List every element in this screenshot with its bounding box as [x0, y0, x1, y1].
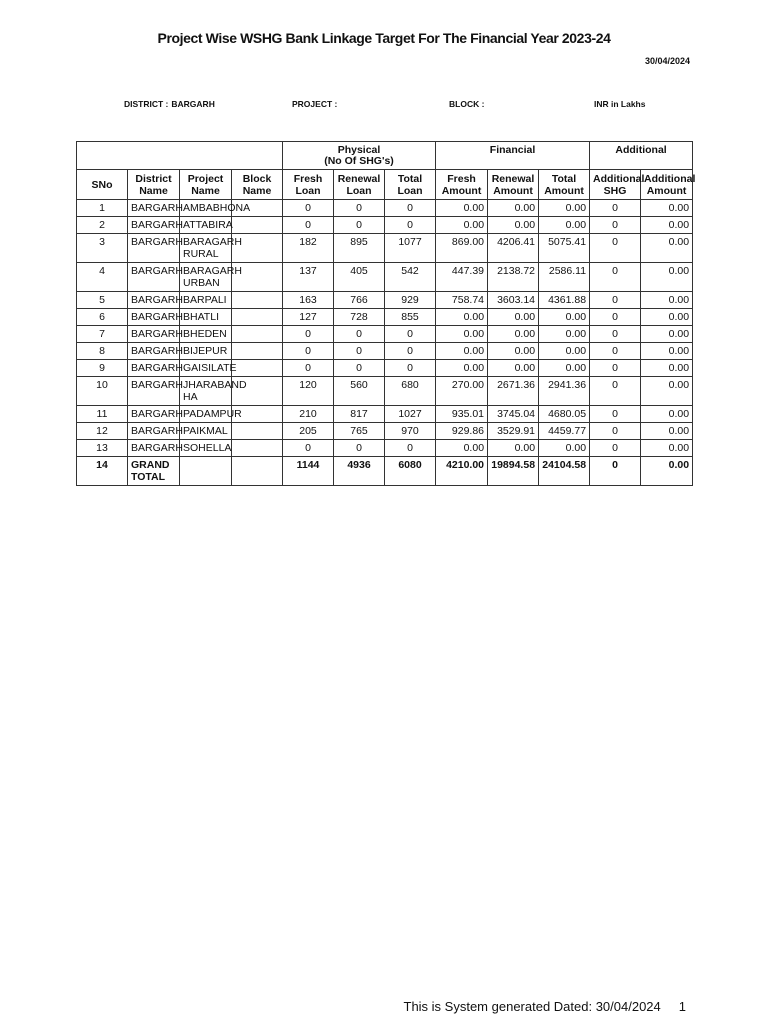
table-cell: BARGARH [128, 263, 180, 292]
table-cell: BARAGARH URBAN [180, 263, 232, 292]
table-cell: BHEDEN [180, 326, 232, 343]
table-cell: SOHELLA [180, 440, 232, 457]
table-cell: 0 [590, 457, 641, 486]
table-cell: BARGARH [128, 217, 180, 234]
table-cell: 0 [590, 234, 641, 263]
table-cell: 0 [590, 263, 641, 292]
table-cell: BARPALI [180, 292, 232, 309]
table-cell: 0 [283, 326, 334, 343]
table-cell: 0 [590, 423, 641, 440]
project-label: PROJECT : [292, 99, 338, 109]
table-cell: PAIKMAL [180, 423, 232, 440]
page-footer [404, 999, 687, 1014]
table-cell: 0 [334, 217, 385, 234]
table-cell: 0 [385, 360, 436, 377]
table-cell [232, 423, 283, 440]
page-number: 1 [678, 999, 686, 1014]
column-header: District Name [128, 170, 180, 200]
block-label: BLOCK : [449, 99, 485, 109]
table-cell: 6080 [385, 457, 436, 486]
table-cell: 3529.91 [488, 423, 539, 440]
table-cell: 0 [283, 200, 334, 217]
table-cell: 0.00 [641, 263, 693, 292]
column-header: Renewal Amount [488, 170, 539, 200]
table-cell: 0.00 [539, 360, 590, 377]
table-cell: 9 [77, 360, 128, 377]
table-cell: 0 [283, 343, 334, 360]
table-cell: BARGARH [128, 360, 180, 377]
table-cell: GAISILATE [180, 360, 232, 377]
table-cell [232, 326, 283, 343]
report-title: Project Wise WSHG Bank Linkage Target For The Financial Year 2023-24 [157, 30, 611, 46]
table-cell: 0 [283, 360, 334, 377]
table-cell: 0.00 [488, 309, 539, 326]
unit-label: INR in Lakhs [594, 99, 646, 109]
table-cell: BARGARH [128, 406, 180, 423]
table-cell: 127 [283, 309, 334, 326]
table-cell: 2941.36 [539, 377, 590, 406]
column-header: Renewal Loan [334, 170, 385, 200]
table-cell: 205 [283, 423, 334, 440]
table-cell: BARGARH [128, 309, 180, 326]
table-cell: 447.39 [436, 263, 488, 292]
table-cell: 0.00 [436, 360, 488, 377]
table-cell: 3745.04 [488, 406, 539, 423]
table-cell: BARGARH [128, 343, 180, 360]
report-date: 30/04/2024 [644, 56, 690, 66]
table-cell: 1077 [385, 234, 436, 263]
table-cell: 970 [385, 423, 436, 440]
table-cell: BARGARH [128, 234, 180, 263]
table-cell: 6 [77, 309, 128, 326]
table-row [77, 234, 693, 263]
table-cell: 929 [385, 292, 436, 309]
table-cell: 3603.14 [488, 292, 539, 309]
table-cell: AMBABHONA [180, 200, 232, 217]
group-header-blank [77, 142, 283, 170]
table-row [77, 360, 693, 377]
table-row [77, 200, 693, 217]
table-cell: 182 [283, 234, 334, 263]
table-row [77, 343, 693, 360]
table-cell: 0 [590, 217, 641, 234]
table-cell: 5075.41 [539, 234, 590, 263]
table-row [77, 263, 693, 292]
table-row [77, 406, 693, 423]
table-cell: 0.00 [641, 343, 693, 360]
table-cell: 210 [283, 406, 334, 423]
table-cell: 0 [334, 440, 385, 457]
table-cell: 895 [334, 234, 385, 263]
table-cell: BIJEPUR [180, 343, 232, 360]
column-header: Total Amount [539, 170, 590, 200]
table-cell: 0.00 [641, 292, 693, 309]
table-cell: 0 [590, 406, 641, 423]
table-cell: 13 [77, 440, 128, 457]
table-cell: 8 [77, 343, 128, 360]
group-header-financial: Financial [436, 142, 590, 170]
table-cell: 24104.58 [539, 457, 590, 486]
table-cell [232, 217, 283, 234]
table-cell: ATTABIRA [180, 217, 232, 234]
table-row [77, 326, 693, 343]
table-cell: BHATLI [180, 309, 232, 326]
column-header: Fresh Loan [283, 170, 334, 200]
table-cell: 4680.05 [539, 406, 590, 423]
table-cell: BARAGARH RURAL [180, 234, 232, 263]
table-cell: BARGARH [128, 292, 180, 309]
table-cell: 0.00 [539, 440, 590, 457]
table-cell: BARGARH [128, 200, 180, 217]
table-cell: 680 [385, 377, 436, 406]
table-row [77, 309, 693, 326]
table-cell: 0.00 [641, 360, 693, 377]
district-filter [124, 99, 215, 109]
table-cell: 0.00 [641, 423, 693, 440]
table-cell: 855 [385, 309, 436, 326]
table-cell: 0.00 [539, 309, 590, 326]
grand-total-row [77, 457, 693, 486]
table-cell: 11 [77, 406, 128, 423]
column-header-row [77, 170, 693, 200]
table-cell: 817 [334, 406, 385, 423]
table-cell: 0 [590, 343, 641, 360]
table-cell: 0 [385, 200, 436, 217]
table-cell: 0.00 [488, 217, 539, 234]
table-cell: 3 [77, 234, 128, 263]
table-cell: 0 [385, 343, 436, 360]
table-cell: 0 [590, 326, 641, 343]
table-cell: 765 [334, 423, 385, 440]
table-cell: 935.01 [436, 406, 488, 423]
table-cell: 0.00 [641, 234, 693, 263]
table-cell: 1027 [385, 406, 436, 423]
table-cell: 0.00 [539, 200, 590, 217]
table-cell: 0 [385, 440, 436, 457]
table-cell: BARGARH [128, 423, 180, 440]
table-cell: 2586.11 [539, 263, 590, 292]
table-cell: 4 [77, 263, 128, 292]
table-row [77, 440, 693, 457]
table-cell [232, 360, 283, 377]
table-cell: 4361.88 [539, 292, 590, 309]
table-cell: 120 [283, 377, 334, 406]
table-cell: 2 [77, 217, 128, 234]
table-cell: 0.00 [436, 217, 488, 234]
table-cell: 0 [590, 309, 641, 326]
column-header: Project Name [180, 170, 232, 200]
table-cell: 1 [77, 200, 128, 217]
column-header: Additional Amount [641, 170, 693, 200]
table-cell: 0.00 [436, 326, 488, 343]
table-cell: 2671.36 [488, 377, 539, 406]
table-cell: 0 [334, 200, 385, 217]
table-cell: 0 [283, 440, 334, 457]
table-cell [232, 457, 283, 486]
footer-text: This is System generated Dated: 30/04/2024 [403, 999, 661, 1014]
column-header: SNo [77, 170, 128, 200]
table-cell: 0 [385, 326, 436, 343]
table-cell: 0.00 [436, 200, 488, 217]
table-cell: 0.00 [488, 200, 539, 217]
table-cell: 560 [334, 377, 385, 406]
table-cell: 0.00 [539, 343, 590, 360]
group-header-additional: Additional [590, 142, 693, 170]
table-cell: BARGARH [128, 440, 180, 457]
table-cell: 0.00 [641, 440, 693, 457]
table-cell: 10 [77, 377, 128, 406]
project-filter [292, 99, 337, 109]
table-cell: BARGARH [128, 326, 180, 343]
table-cell: 0.00 [539, 326, 590, 343]
table-cell: 0 [385, 217, 436, 234]
table-cell: 405 [334, 263, 385, 292]
table-cell: BARGARH [128, 377, 180, 406]
column-header: Fresh Amount [436, 170, 488, 200]
table-cell: PADAMPUR [180, 406, 232, 423]
table-cell: 7 [77, 326, 128, 343]
table-cell: 0.00 [488, 440, 539, 457]
table-cell: 0.00 [436, 343, 488, 360]
table-cell: 137 [283, 263, 334, 292]
table-body [77, 200, 693, 486]
linkage-target-table [76, 141, 696, 486]
table-cell: 0 [334, 343, 385, 360]
table-cell: 4210.00 [436, 457, 488, 486]
table-row [77, 292, 693, 309]
table-cell: 0.00 [641, 377, 693, 406]
table-cell: 728 [334, 309, 385, 326]
column-header: Total Loan [385, 170, 436, 200]
table-cell: 0.00 [641, 406, 693, 423]
table-cell: 4206.41 [488, 234, 539, 263]
group-header-physical: Physical (No Of SHG's) [283, 142, 436, 170]
table-cell: 929.86 [436, 423, 488, 440]
table-cell: 0 [334, 326, 385, 343]
table-cell: 19894.58 [488, 457, 539, 486]
table-cell: 0.00 [641, 326, 693, 343]
table-cell: 0.00 [488, 360, 539, 377]
table-cell: 0.00 [488, 343, 539, 360]
table-cell: 0.00 [488, 326, 539, 343]
table-cell [232, 440, 283, 457]
table-cell: 270.00 [436, 377, 488, 406]
table-cell: 0.00 [641, 200, 693, 217]
table-cell: 0.00 [539, 217, 590, 234]
table-cell: 5 [77, 292, 128, 309]
table-cell: 0.00 [436, 440, 488, 457]
district-value: BARGARH [171, 99, 215, 109]
table-cell: 2138.72 [488, 263, 539, 292]
table-cell: 0 [590, 377, 641, 406]
table-cell: 766 [334, 292, 385, 309]
table-cell: 869.00 [436, 234, 488, 263]
table-cell: GRAND TOTAL [128, 457, 180, 486]
table-cell: 0 [590, 200, 641, 217]
table-cell: 4936 [334, 457, 385, 486]
table-cell: 0 [590, 292, 641, 309]
column-header: Block Name [232, 170, 283, 200]
table-cell: 0.00 [641, 309, 693, 326]
table-cell: 542 [385, 263, 436, 292]
table-cell: 0.00 [436, 309, 488, 326]
table-cell: 14 [77, 457, 128, 486]
table-cell: 0.00 [641, 457, 693, 486]
table-cell: 0 [334, 360, 385, 377]
table-cell: 0 [590, 440, 641, 457]
table-cell: 758.74 [436, 292, 488, 309]
table-cell: 1144 [283, 457, 334, 486]
table-row [77, 217, 693, 234]
table-cell: 0.00 [641, 217, 693, 234]
table-cell: 12 [77, 423, 128, 440]
table-row [77, 423, 693, 440]
table-cell [232, 343, 283, 360]
district-label: DISTRICT : [124, 99, 169, 109]
table-cell: 0 [590, 360, 641, 377]
table-cell [180, 457, 232, 486]
block-filter [449, 99, 484, 109]
table-cell [232, 292, 283, 309]
table-cell: 0 [283, 217, 334, 234]
table-row [77, 377, 693, 406]
table-cell: JHARABAND HA [180, 377, 232, 406]
table-cell: 163 [283, 292, 334, 309]
table-cell: 4459.77 [539, 423, 590, 440]
table-cell [232, 309, 283, 326]
column-header: Additional SHG [590, 170, 641, 200]
